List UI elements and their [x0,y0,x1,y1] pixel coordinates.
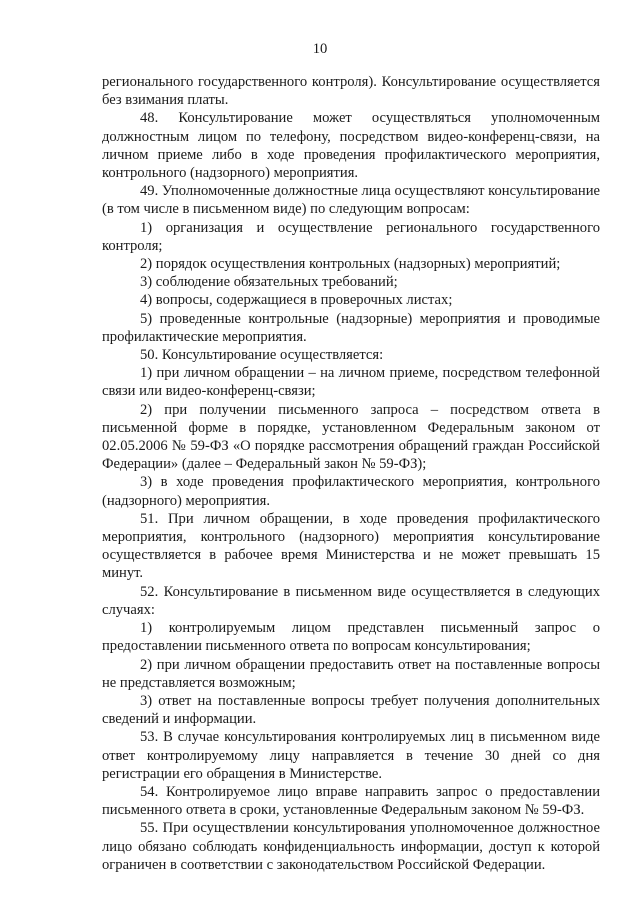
document-body [102,73,600,874]
list-item-52-2: 2) при личном обращении предоставить ответ на поставленные вопросы не представляется возможным; [102,656,600,691]
paragraph-49: 49. Уполномоченные должностные лица осуществляют консультирование (в том числе в письменном виде) по следующим вопросам: [102,183,600,218]
page-number: 10 [312,41,328,57]
list-item-52-3: 3) ответ на поставленные вопросы требует получения дополнительных сведений и информации. [102,692,600,728]
paragraph-53: 53. В случае консультирования контролируемых лиц в письменном виде ответ контролируемому лицу направляется в течение 30 дней со дня регистрации его обращения в Министерстве. [102,729,600,782]
list-item-49-4: 4) вопросы, содержащиеся в проверочных листах; [140,292,453,309]
paragraph-52: 52. Консультирование в письменном виде осуществляется в следующих случаях: [102,583,600,618]
list-item-52-1: 1) контролируемым лицом представлен письменный запрос о предоставлении письменного ответа по вопросам консультирования; [102,620,600,655]
list-item-49-3: 3) соблюдение обязательных требований; [140,274,398,291]
list-item-49-1: 1) организация и осуществление регионального государственного контроля; [102,219,600,254]
paragraph-54: 54. Контролируемое лицо вправе направить запрос о предоставлении письменного ответа в сроки, установленные Федеральным законом № 59-ФЗ. [102,783,600,819]
list-item-50-1: 1) при личном обращении – на личном приеме, посредством телефонной связи или видео-конференц-связи; [102,365,600,400]
paragraph-50: 50. Консультирование осуществляется: [140,347,384,364]
list-item-50-3: 3) в ходе проведения профилактического мероприятия, контрольного (надзорного) мероприятия. [102,474,600,509]
paragraph-48: 48. Консультирование может осуществляться уполномоченным должностным лицом по телефону, посредством видео-конференц-связи, на личном приеме либо в ходе проведения профилактического мероприятия, контрольного (надзорного) мероприятия. [102,110,600,182]
list-item-49-5: 5) проведенные контрольные (надзорные) мероприятия и проводимые профилактические мероприятия. [102,310,600,345]
paragraph-55: 55. При осуществлении консультирования уполномоченное должностное лицо обязано соблюдать конфиденциальность информации, доступ к которой ограничен в соответствии с законодательством Российской Федерации. [102,820,600,873]
list-item-49-2: 2) порядок осуществления контрольных (надзорных) мероприятий; [140,256,561,273]
paragraph-51: 51. При личном обращении, в ходе проведения профилактического мероприятия, контрольного (надзорного) мероприятия консультирование осуществляется в рабочее время Министерства и не может превышать 15 минут. [102,510,600,582]
list-item-50-2: 2) при получении письменного запроса – посредством ответа в письменной форме в порядке, установленном Федеральным законом от 02.05.2006 № 59-ФЗ «О порядке рассмотрения обращений граждан Российской Федерации» (далее – Федеральный закон № 59-ФЗ); [102,401,600,473]
paragraph-continuation: регионального государственного контроля). Консультирование осуществляется без взимания платы. [102,74,600,109]
